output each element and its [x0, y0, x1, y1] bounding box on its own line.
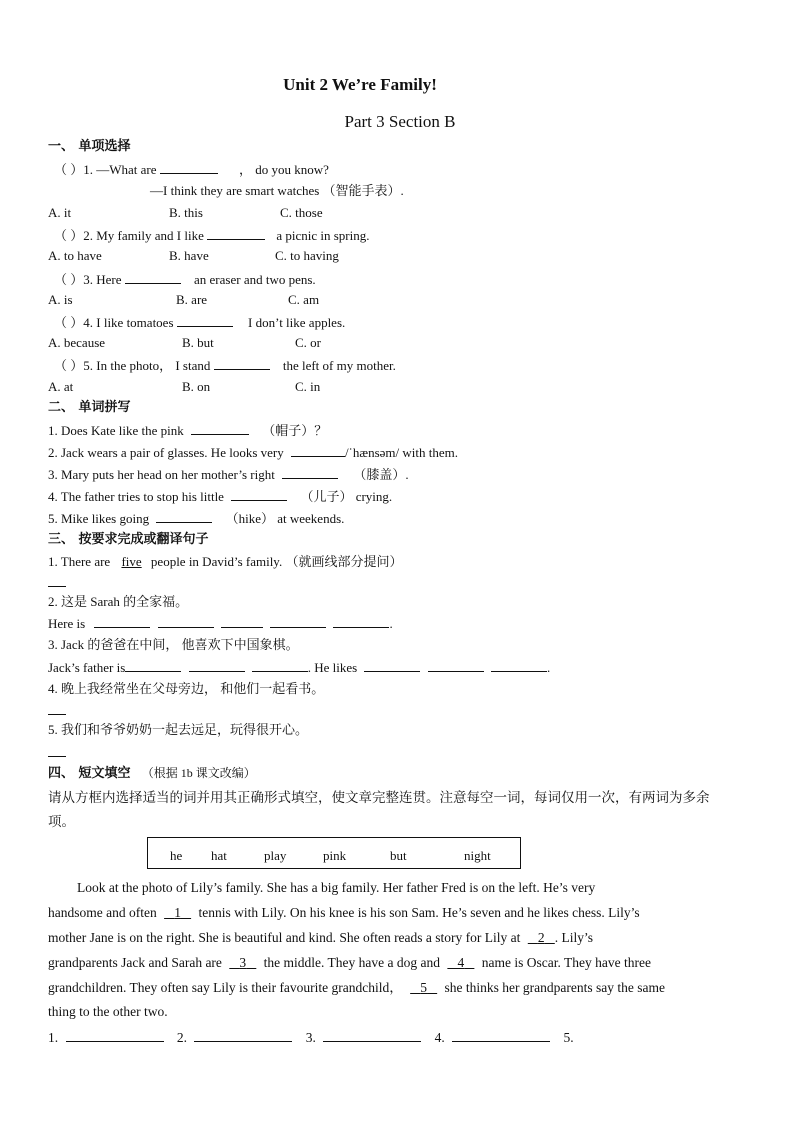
- passage-blank-1[interactable]: [164, 905, 191, 920]
- page-title: Unit 2 We’re Family!: [283, 75, 437, 94]
- passage-line-1: Look at the photo of Lily’s family. She has a big family. Her father Fred is on the left. He’s very: [77, 880, 596, 895]
- q3-option-b[interactable]: B. are: [176, 292, 208, 307]
- passage-l4-a: grandparents Jack and Sarah are: [48, 955, 222, 970]
- blank-4-number: 4: [457, 955, 465, 970]
- q2-line: [54, 227, 370, 244]
- section-4-heading: 四、 短文填空: [48, 766, 131, 781]
- s3-line-4: 4. 晚上我经常坐在父母旁边， 和他们一起看书。: [48, 681, 325, 696]
- passage-l4-c: name is Oscar. They have three: [481, 955, 651, 970]
- s3-line-2-answer: Here is .: [48, 616, 393, 631]
- q3-option-c[interactable]: C. am: [288, 292, 320, 307]
- s3-line-3-answer: Jack’s father is . He likes .: [48, 660, 551, 675]
- answer-1-blank[interactable]: [66, 1029, 164, 1042]
- answer-3-blank[interactable]: [323, 1029, 421, 1042]
- q2-blank[interactable]: [207, 227, 265, 240]
- s3-l3-blank-2[interactable]: [189, 659, 245, 672]
- s3-l3-blank-6[interactable]: [491, 659, 547, 672]
- q1-option-c[interactable]: C. those: [280, 205, 323, 220]
- q2-text-a: （ ）2. My family and I like: [54, 228, 204, 243]
- s2-l3-text-a: 3. Mary puts her head on her mother’s right: [48, 467, 275, 482]
- s2-l1-text-a: 1. Does Kate like the pink: [48, 423, 184, 438]
- q4-text-a: （ ）4. I like tomatoes: [54, 315, 174, 330]
- s2-line-2: [48, 444, 458, 461]
- answer-4-label: 4.: [434, 1030, 445, 1045]
- q5-line: [54, 357, 396, 374]
- passage-blank-4[interactable]: [447, 955, 474, 970]
- passage-l5-b: she thinks her grandparents say the same: [444, 980, 665, 995]
- s3-line-1: [48, 554, 402, 570]
- passage-blank-3[interactable]: [229, 955, 256, 970]
- s2-l3-text-b: （膝盖）.: [353, 467, 409, 482]
- answer-3-label: 3.: [305, 1030, 316, 1045]
- section-1-heading: 一、 单项选择: [48, 139, 131, 154]
- answer-2-blank[interactable]: [194, 1029, 292, 1042]
- passage-blank-2[interactable]: [528, 930, 555, 945]
- s3-l3-blank-5[interactable]: [428, 659, 484, 672]
- q5-text-b: the left of my mother.: [282, 358, 396, 373]
- q4-line: [54, 314, 345, 331]
- s3-l3-blank-4[interactable]: [364, 659, 420, 672]
- q2-text-b: a picnic in spring.: [276, 228, 370, 243]
- s3-answer-line-4[interactable]: [48, 701, 66, 715]
- q4-option-a[interactable]: A. because: [48, 335, 106, 350]
- q3-line: [54, 271, 316, 288]
- section-4-note: （根据 1b 课文改编）: [141, 766, 256, 780]
- s3-l2-blank-3[interactable]: [221, 615, 263, 628]
- q2-option-b[interactable]: B. have: [169, 248, 209, 263]
- section-4-heading-row: [48, 765, 256, 782]
- s3-line-2: 2. 这是 Sarah 的全家福。: [48, 594, 189, 609]
- q4-text-b: I don’t like apples.: [248, 315, 346, 330]
- passage-l3-b: . Lily’s: [554, 930, 594, 945]
- word-hat: hat: [211, 848, 227, 863]
- q1-text-b: ， do you know?: [239, 162, 329, 177]
- s3-l1-underlined: five: [121, 554, 142, 569]
- word-pink: pink: [323, 848, 347, 863]
- s2-l5-text-b: （hike） at weekends.: [225, 511, 345, 526]
- s3-line-3: 3. Jack 的爸爸在中间， 他喜欢下中国象棋。: [48, 637, 299, 652]
- s2-l4-blank[interactable]: [231, 488, 287, 501]
- s2-l2-text-b: /ˈhænsəm/ with them.: [344, 445, 459, 460]
- q1-line1: [54, 161, 329, 178]
- s3-l2-blank-4[interactable]: [270, 615, 326, 628]
- s2-l1-blank[interactable]: [191, 422, 249, 435]
- s4-instruction-1: 请从方框内选择适当的词并用其正确形式填空，使文章完整连贯。注意每空一词，每词仅用一次，有两词为多余: [48, 790, 710, 805]
- answer-1-label: 1.: [48, 1030, 59, 1045]
- q4-blank[interactable]: [177, 314, 233, 327]
- q3-option-a[interactable]: A. is: [48, 292, 73, 307]
- section-2-heading: 二、 单词拼写: [48, 400, 131, 415]
- q4-option-c[interactable]: C. or: [295, 335, 321, 350]
- q3-text-b: an eraser and two pens.: [194, 272, 316, 287]
- word-he: he: [170, 848, 183, 863]
- s2-l2-text-a: 2. Jack wears a pair of glasses. He looks very: [48, 445, 284, 460]
- s2-l2-blank[interactable]: [291, 444, 345, 457]
- word-play: play: [264, 848, 287, 863]
- q3-text-a: （ ）3. Here: [54, 272, 122, 287]
- passage-l4-b: the middle. They have a dog and: [263, 955, 440, 970]
- passage-l3-a: mother Jane is on the right. She is beautiful and kind. She often reads a story for Lily at: [48, 930, 521, 945]
- passage-l5-a: grandchildren. They often say Lily is their favourite grandchild，: [48, 980, 403, 995]
- q5-option-a[interactable]: A. at: [48, 379, 74, 394]
- s3-l2b-text: Here is: [48, 616, 86, 631]
- s3-answer-line-1[interactable]: [48, 573, 66, 587]
- s3-l3-blank-3[interactable]: [252, 659, 308, 672]
- s3-l3-blank-1[interactable]: [125, 659, 181, 672]
- s3-l2-blank-1[interactable]: [94, 615, 150, 628]
- q2-option-a[interactable]: A. to have: [48, 248, 102, 263]
- word-night: night: [464, 848, 491, 863]
- q3-blank[interactable]: [125, 271, 181, 284]
- q5-option-c[interactable]: C. in: [295, 379, 321, 394]
- s4-instruction-2: 项。: [48, 814, 75, 829]
- passage-l2-a: handsome and often: [48, 905, 157, 920]
- s2-line-3: [48, 466, 409, 483]
- s3-l2-blank-2[interactable]: [158, 615, 214, 628]
- q4-option-b[interactable]: B. but: [182, 335, 214, 350]
- blank-3-number: 3: [239, 955, 247, 970]
- word-but: but: [390, 848, 407, 863]
- s3-l1-text-a: 1. There are: [48, 554, 111, 569]
- s2-line-4: [48, 488, 392, 505]
- s2-line-5: [48, 510, 344, 527]
- blank-2-number: 2: [537, 930, 545, 945]
- q1-option-a[interactable]: A. it: [48, 205, 72, 220]
- s3-l2-blank-5[interactable]: [333, 615, 389, 628]
- passage-l2-b: tennis with Lily. On his knee is his son Sam. He’s seven and he likes chess. Lily’s: [198, 905, 640, 920]
- section-3-heading: 三、 按要求完成或翻译句子: [48, 532, 209, 547]
- q1-text-a: （ ）1. —What are: [54, 162, 157, 177]
- q5-blank[interactable]: [214, 357, 270, 370]
- s3-line-5: 5. 我们和爷爷奶奶一起去远足，玩得很开心。: [48, 722, 309, 737]
- s2-l3-blank[interactable]: [282, 466, 338, 479]
- page-subtitle: Part 3 Section B: [344, 112, 456, 131]
- q5-text-a: （ ）5. In the photo， I stand: [54, 358, 211, 373]
- s2-line-1: [48, 422, 327, 439]
- answer-4-blank[interactable]: [452, 1029, 550, 1042]
- s2-l5-blank[interactable]: [156, 510, 212, 523]
- q1-blank[interactable]: [160, 161, 218, 174]
- s2-l1-text-b: （帽子）？: [262, 423, 328, 438]
- s2-l5-text-a: 5. Mike likes going: [48, 511, 150, 526]
- s2-l4-text-b: （儿子） crying.: [300, 489, 393, 504]
- passage-line-3: [48, 930, 593, 946]
- s3-l3b-text: Jack’s father is: [48, 660, 126, 675]
- blank-5-number: 5: [420, 980, 428, 995]
- q5-option-b[interactable]: B. on: [182, 379, 211, 394]
- passage-line-6: thing to the other two.: [48, 1004, 168, 1019]
- passage-blank-5[interactable]: [410, 980, 437, 995]
- s3-answer-line-5[interactable]: [48, 743, 66, 757]
- s3-l3c-text: . He likes: [307, 660, 358, 675]
- q1-option-b[interactable]: B. this: [169, 205, 203, 220]
- passage-line-2: [48, 905, 640, 921]
- q1-line2: —I think they are smart watches （智能手表）.: [150, 183, 404, 198]
- q2-option-c[interactable]: C. to having: [275, 248, 339, 263]
- s3-l1-text-b: people in David’s family. （就画线部分提问）: [150, 554, 403, 569]
- answer-2-label: 2.: [176, 1030, 187, 1045]
- s2-l4-text-a: 4. The father tries to stop his little: [48, 489, 224, 504]
- passage-line-4: [48, 955, 651, 971]
- passage-line-5: [48, 980, 665, 996]
- answer-5-label: 5.: [563, 1030, 574, 1045]
- blank-1-number: 1: [174, 905, 181, 920]
- answer-row: [48, 1029, 574, 1046]
